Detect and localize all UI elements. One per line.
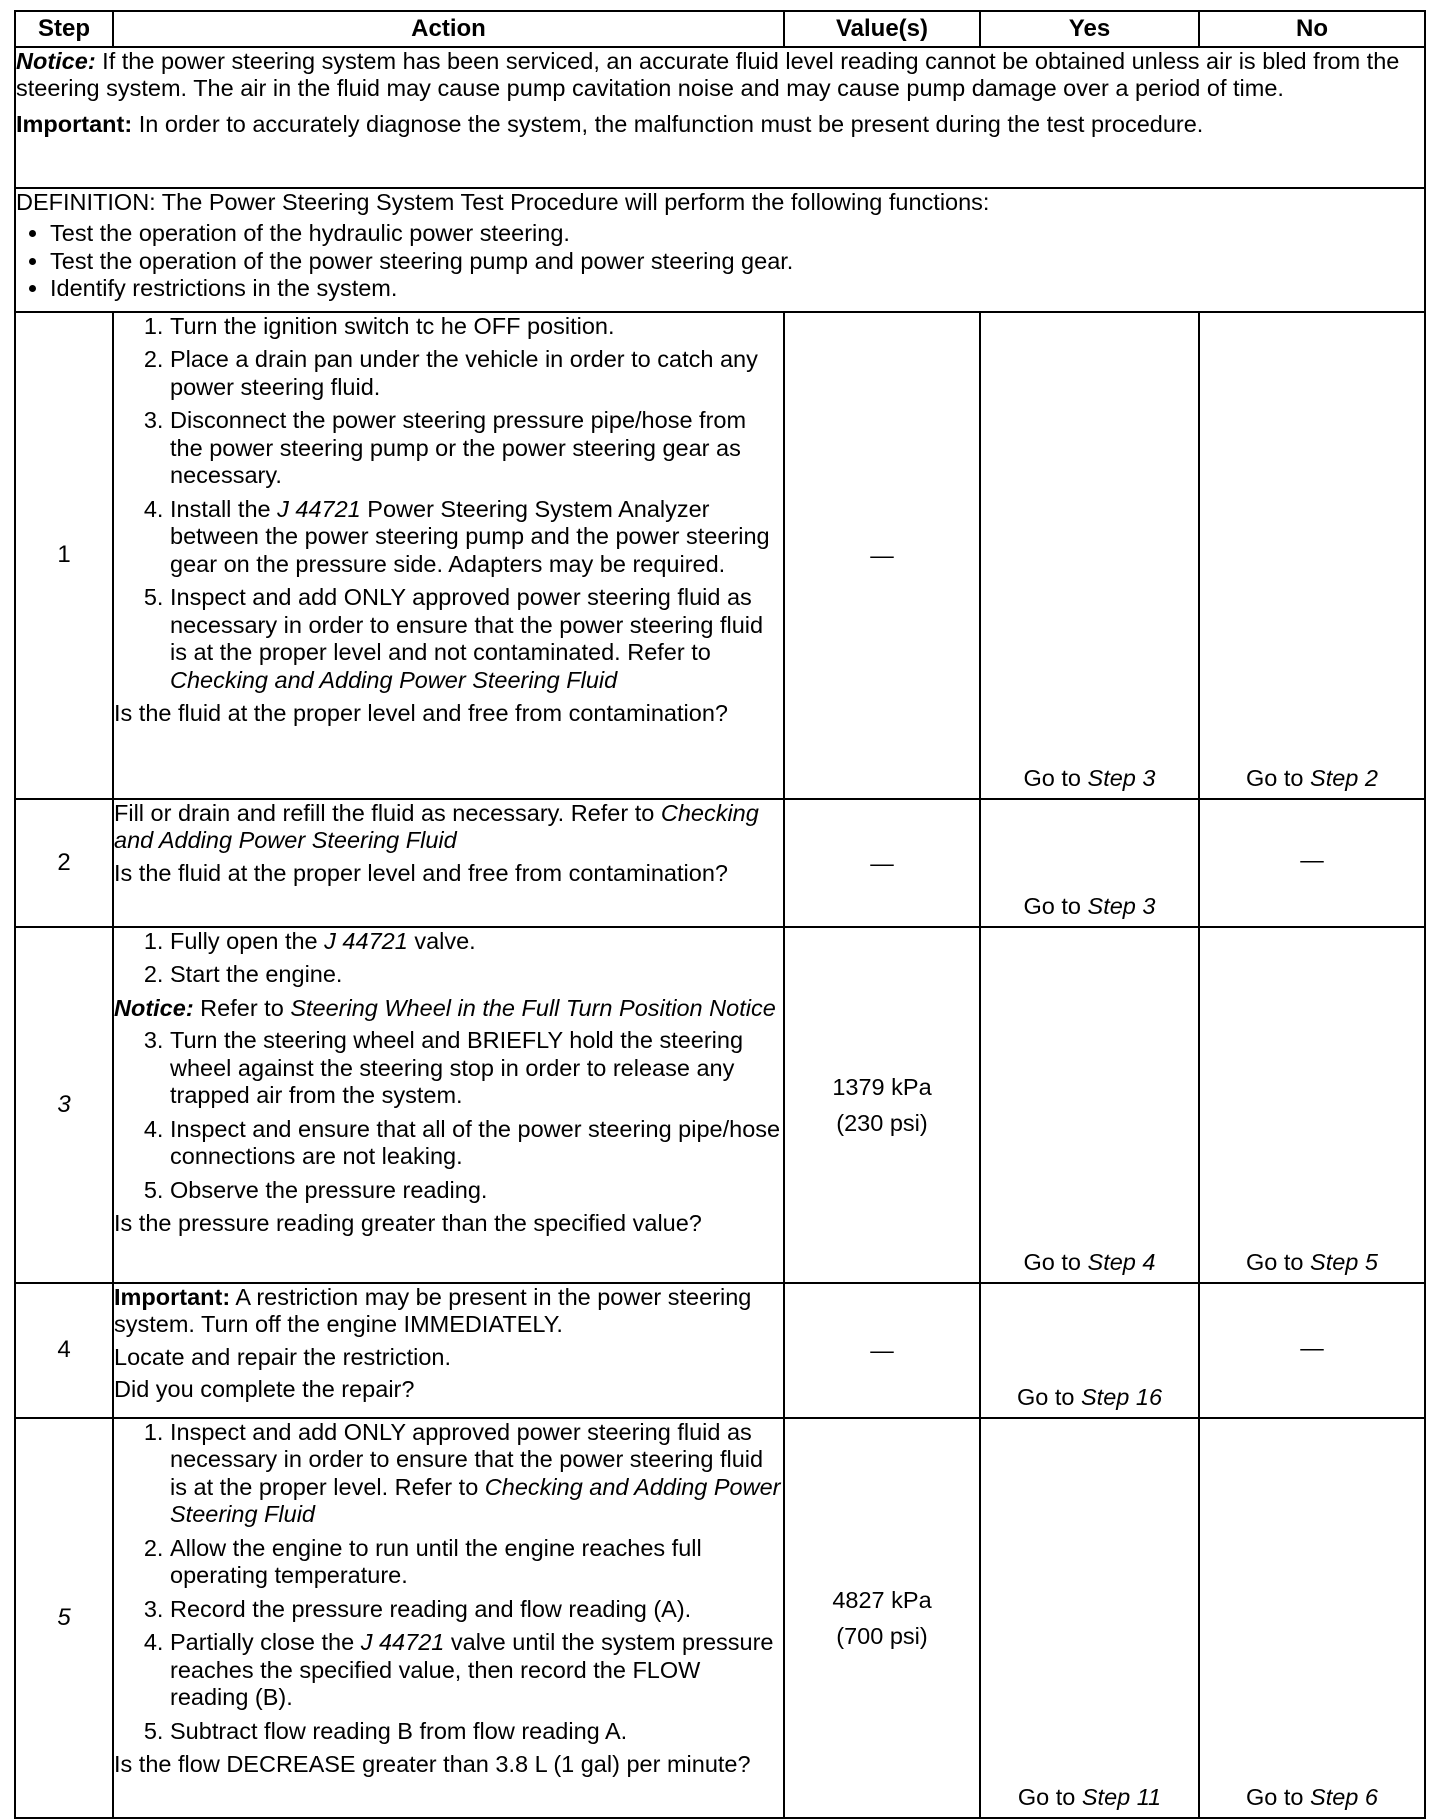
step-row-2 — [15, 799, 1425, 927]
procedure-reference: Checking and Adding Power Steering Fluid — [170, 666, 618, 693]
step-action — [113, 927, 784, 1283]
instruction-text: Power Steering System Analyzer between the power steering pump and the power steering gear on the pressure side. Adapters may be required. — [170, 495, 770, 577]
procedure-reference: Checking and Adding Power Steering Fluid — [114, 800, 759, 854]
no-value-dash: — — [1300, 1334, 1324, 1361]
step-instructions — [114, 928, 783, 989]
instruction: 2. Place a drain pan under the vehicle in order to catch any power steering fluid. — [170, 346, 783, 401]
instruction — [170, 496, 783, 578]
go-to-label: Go to — [1023, 1248, 1088, 1275]
step-action — [113, 1283, 784, 1418]
instruction: 3. Disconnect the power steering pressure pipe/hose from the power steering pump or the power steering gear as necessary. — [170, 407, 783, 489]
go-to-link[interactable] — [1200, 1784, 1424, 1811]
notice-row — [15, 47, 1425, 188]
go-to-label: Go to — [1246, 1783, 1311, 1810]
instruction-text: valve until the system pressure reaches the specified value, then record the FLOW reading (B). — [170, 1629, 774, 1711]
definition-intro: DEFINITION: The Power Steering System Test Procedure will perform the following functions: — [16, 189, 990, 215]
important-text: In order to accurately diagnose the system, the malfunction must be present during the test procedure. — [132, 110, 1204, 137]
tool-reference: J 44721 — [277, 495, 361, 522]
diagnostic-table — [14, 10, 1426, 1819]
header-no: No — [1199, 11, 1425, 47]
definition-bullet: • Test the operation of the power steering pump and power steering gear. — [50, 248, 1424, 275]
definition-list — [16, 220, 1424, 302]
step-action — [113, 799, 784, 927]
instruction-text: Fill or drain and refill the fluid as necessary. Refer to — [114, 800, 661, 826]
step-row-1 — [15, 312, 1425, 799]
notice-text: Refer to — [193, 994, 291, 1021]
step-value: — — [784, 312, 980, 799]
go-to-label: Go to — [1246, 1248, 1311, 1275]
step-number: 3 — [15, 927, 113, 1283]
instruction — [170, 1419, 783, 1529]
instruction: 3. Record the pressure reading and flow reading (A). — [170, 1596, 783, 1623]
important-label: Important: — [16, 110, 133, 137]
procedure-reference: Steering Wheel in the Full Turn Position Notice — [290, 994, 776, 1021]
step-no — [1199, 1283, 1425, 1418]
go-to-label: Go to — [1016, 1383, 1081, 1410]
step-no — [1199, 927, 1425, 1283]
instruction: 5. Subtract flow reading B from flow reading A. — [170, 1718, 783, 1745]
tool-reference: J 44721 — [324, 928, 408, 954]
important-paragraph — [16, 111, 1424, 138]
instruction: 2. Allow the engine to run until the engine reaches full operating temperature. — [170, 1535, 783, 1590]
go-to-link[interactable] — [981, 765, 1198, 792]
step-yes — [980, 799, 1199, 927]
go-to-target: Step 4 — [1087, 1248, 1156, 1275]
step-yes — [980, 312, 1199, 799]
step-question: Is the fluid at the proper level and free from contamination? — [114, 700, 728, 727]
step-important — [114, 1284, 783, 1339]
step-number: 4 — [15, 1283, 113, 1418]
header-values: Value(s) — [784, 11, 980, 47]
go-to-target: Step 11 — [1081, 1783, 1162, 1810]
go-to-link[interactable] — [1200, 1249, 1424, 1276]
go-to-target: Step 2 — [1310, 764, 1378, 791]
go-to-target: Step 6 — [1310, 1783, 1378, 1810]
step-text: Locate and repair the restriction. — [114, 1343, 452, 1370]
go-to-link[interactable] — [1200, 765, 1424, 792]
step-yes — [980, 1418, 1199, 1818]
go-to-target: Step 3 — [1087, 764, 1156, 791]
step-action — [113, 1418, 784, 1818]
definition-row — [15, 188, 1425, 312]
tool-reference: J 44721 — [360, 1629, 445, 1656]
step-value — [784, 927, 980, 1283]
notice-cell — [15, 47, 1425, 188]
instruction: 1. Turn the ignition switch tc he OFF position. — [170, 313, 783, 340]
definition-bullet: • Test the operation of the hydraulic power steering. — [50, 220, 1424, 247]
step-question: Did you complete the repair? — [114, 1376, 415, 1403]
value-kpa: 1379 kPa — [832, 1073, 932, 1100]
go-to-link[interactable] — [981, 1784, 1198, 1811]
step-question: Is the fluid at the proper level and free from contamination? — [114, 859, 728, 886]
step-no — [1199, 312, 1425, 799]
step-value: — — [784, 799, 980, 927]
step-instructions — [114, 1027, 783, 1204]
instruction-text: valve. — [407, 928, 476, 954]
step-instructions — [114, 313, 783, 694]
instruction-text: Fully open the — [170, 928, 325, 954]
step-no — [1199, 799, 1425, 927]
instruction — [170, 928, 783, 955]
step-question: Is the flow DECREASE greater than 3.8 L (1 gal) per minute? — [114, 1751, 751, 1778]
go-to-target: Step 5 — [1310, 1248, 1378, 1275]
instruction: 3. Turn the steering wheel and BRIEFLY hold the steering wheel against the steering stop in order to release any trapped air from the system. — [170, 1027, 783, 1109]
go-to-target: Step 3 — [1087, 892, 1156, 919]
definition-bullet: • Identify restrictions in the system. — [50, 275, 1424, 302]
go-to-link[interactable] — [981, 1384, 1198, 1411]
instruction-text: Install the — [170, 495, 278, 522]
instruction-text: Partially close the — [170, 1629, 361, 1656]
go-to-target: Step 16 — [1081, 1383, 1163, 1410]
no-value-dash: — — [1300, 846, 1324, 873]
go-to-label: Go to — [1023, 764, 1088, 791]
instruction — [170, 1629, 783, 1711]
go-to-link[interactable] — [981, 1249, 1198, 1276]
step-yes — [980, 927, 1199, 1283]
step-text — [114, 800, 783, 855]
step-value: — — [784, 1283, 980, 1418]
important-text: A restriction may be present in the power steering system. Turn off the engine IMMEDIATELY. — [114, 1284, 752, 1338]
go-to-label: Go to — [1023, 892, 1088, 919]
step-action — [113, 312, 784, 799]
step-row-3 — [15, 927, 1425, 1283]
notice-text: If the power steering system has been serviced, an accurate fluid level reading cannot be obtained unless air is bled from the steering system. The air in the fluid may cause pump cavitation noise and may cause pump damage over a period of time. — [16, 48, 1400, 102]
procedure-reference: Checking and Adding Power Steering Fluid — [170, 1473, 781, 1528]
step-number: 2 — [15, 799, 113, 927]
go-to-label: Go to — [1246, 764, 1311, 791]
step-row-5 — [15, 1418, 1425, 1818]
instruction: 4. Inspect and ensure that all of the power steering pipe/hose connections are not leaking. — [170, 1116, 783, 1171]
value-psi: (230 psi) — [836, 1110, 928, 1136]
instruction-text: Inspect and add ONLY approved power steering fluid as necessary in order to ensure that the power steering fluid is at the proper level. Refer to — [170, 1419, 764, 1500]
header-yes: Yes — [980, 11, 1199, 47]
step-number: 1 — [15, 312, 113, 799]
notice-paragraph — [16, 48, 1424, 103]
step-question: Is the pressure reading greater than the specified value? — [114, 1210, 702, 1237]
instruction — [170, 584, 783, 694]
important-label: Important: — [114, 1284, 231, 1310]
instruction: 2. Start the engine. — [170, 961, 783, 988]
step-value — [784, 1418, 980, 1818]
notice-label: Notice: — [16, 48, 96, 74]
step-yes — [980, 1283, 1199, 1418]
step-row-4 — [15, 1283, 1425, 1418]
definition-cell — [15, 188, 1425, 312]
go-to-link[interactable] — [981, 893, 1198, 920]
notice-label: Notice: — [114, 994, 194, 1021]
step-number: 5 — [15, 1418, 113, 1818]
header-step: Step — [15, 11, 113, 47]
step-no — [1199, 1418, 1425, 1818]
step-notice — [114, 995, 783, 1022]
value-kpa: 4827 kPa — [832, 1586, 932, 1613]
go-to-label: Go to — [1017, 1783, 1082, 1810]
instruction-text: Inspect and add ONLY approved power steering fluid as necessary in order to ensure that the power steering fluid is at the proper level and not contaminated. Refer to — [170, 584, 764, 666]
instruction: 5. Observe the pressure reading. — [170, 1177, 783, 1204]
value-psi: (700 psi) — [836, 1623, 928, 1649]
header-action: Action — [113, 11, 784, 47]
step-instructions — [114, 1419, 783, 1745]
header-row — [15, 11, 1425, 47]
